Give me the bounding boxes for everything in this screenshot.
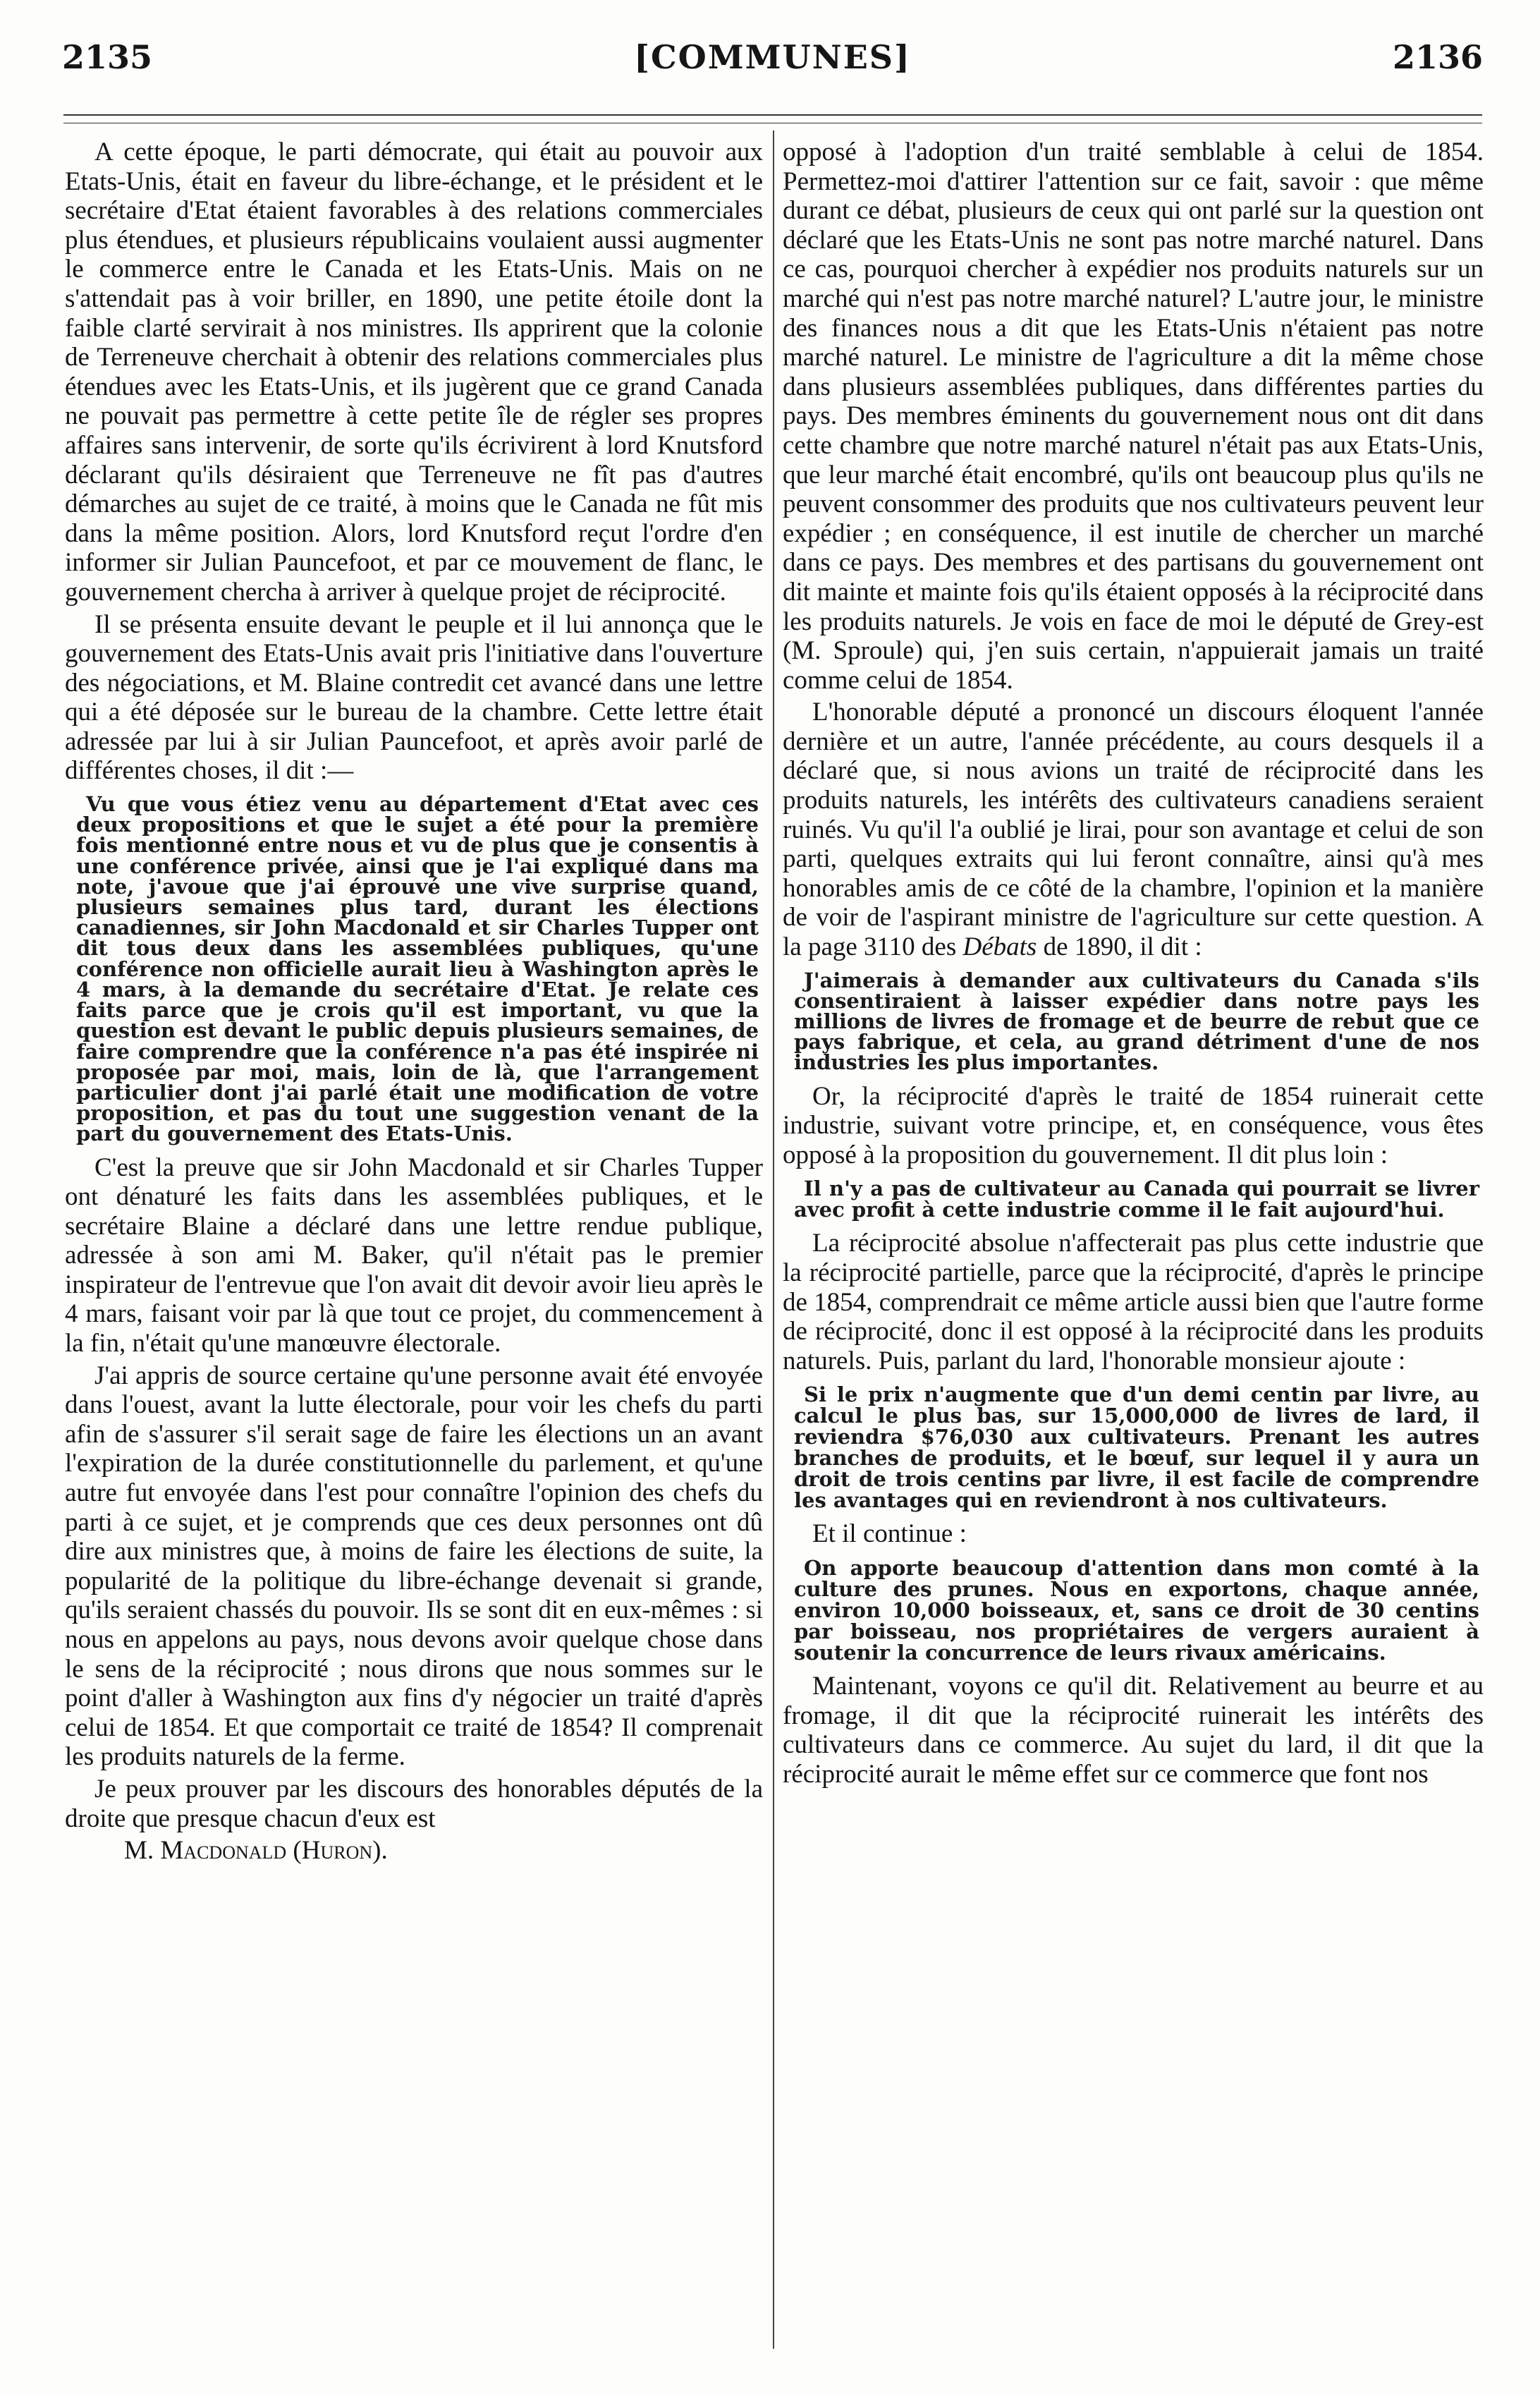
quotation: Vu que vous étiez venu au département d'Etat avec ces deux propositions et que le sujet a été pour la première fois mentionné entre nous et vu de plus que je consentis à une conférence privée, ainsi que je l'ai expliqué dans ma note, j'avoue que j'ai éprouvé une vive surprise quand, plusieurs semaines plus tard, durant les élections canadiennes, sir John Macdonald et sir Charles Tupper ont dit tous deux dans les assemblées publiques, qu'une conférence non officielle aurait lieu à Washington après le 4 mars, à la demande du secrétaire d'Etat. Je relate ces faits parce que je crois qu'il est important, vu que la question est devant le public depuis plusieurs semaines, de faire comprendre que la conférence n'a pas été inspirée ni proposée par moi, mais, loin de là, que l'arrangement particulier dont j'ai parlé était une modification de votre proposition, et pas du tout une suggestion venant de la part du gouvernement des Etats-Unis. — [76, 792, 759, 1146]
quotation: Si le prix n'augmente que d'un demi centin par livre, au calcul le plus bas, sur 15,000,000 de livres de lard, il reviendra $76,030 aux cultivateurs. Prenant les autres branches de produits, et le bœuf, sur lequel il y aura un droit de trois centins par livre, il est facile de comprendre les avantages qui en reviendront à nos cultivateurs. — [794, 1382, 1479, 1513]
quotation: On apporte beaucoup d'attention dans mon comté à la culture des prunes. Nous en exportons, chaque année, environ 10,000 boisseaux, et, sans ce droit de 30 centins par boisseau, nos propriétaires de vergers auraient à soutenir la concurrence de leurs rivaux américains. — [794, 1555, 1479, 1665]
quotation: J'aimerais à demander aux cultivateurs du Canada s'ils consentiraient à laisser expédier dans notre pays les millions de livres de fromage et de beurre de rebut que ce pays fabrique, et cela, au grand détriment d'une de nos industries les plus importantes. — [794, 968, 1479, 1075]
paragraph: J'ai appris de source certaine qu'une personne avait été envoyée dans l'ouest, avant la lutte électorale, pour voir les chefs du parti afin de s'assurer s'il serait sage de faire les élections un an avant l'expiration de la durée constitutionnelle du parlement, et qu'une autre fut envoyée dans l'est pour connaître l'opinion des chefs du parti à ce sujet, et je comprends que ces deux personnes ont dû dire aux ministres que, à moins de faire les élections de suite, la popularité de la politique du libre-échange devenait si grande, qu'ils seraient chassés du pouvoir. Ils se sont dit en eux-mêmes : si nous en appelons au pays, nous devons avoir quelque chose dans le sens de la réciprocité ; nous dirons que nous sommes sur le point d'aller à Washington aux fins d'y négocier un traité d'après celui de 1854. Et que comportait ce traité de 1854? Il comprenait les produits naturels de la ferme. — [65, 1361, 763, 1772]
paragraph: Et il continue : — [812, 1519, 967, 1549]
page-number-right: 2136 — [1392, 38, 1483, 76]
speaker-label: M. Macdonald (Huron). — [124, 1836, 388, 1866]
page-number-left: 2135 — [62, 38, 153, 76]
column-divider — [773, 130, 774, 2349]
paragraph: Maintenant, voyons ce qu'il dit. Relativement au beurre et au fromage, il dit que la réciprocité ruinerait les intérêts des cultivateurs dans ce commerce. Au sujet du lard, il dit que la réciprocité aurait le même effet sur ce commerce que font nos — [783, 1671, 1484, 1789]
right-column — [783, 138, 1484, 1789]
paragraph: Il se présenta ensuite devant le peuple et il lui annonça que le gouvernement des Etats-Unis avait pris l'initiative dans l'ouverture des négociations, et M. Blaine contredit cet avancé dans une lettre qui a été déposée sur le bureau de la chambre. Cette lettre était adressée par lui à sir Julian Pauncefoot, et après avoir parlé de différentes choses, il dit :— — [65, 609, 763, 786]
left-column — [65, 138, 763, 1866]
page-header — [62, 31, 1483, 87]
paragraph-text: L'honorable député a prononcé un discours éloquent l'année dernière et un autre, l'année précédente, au cours desquels il a déclaré que, si nous avions un traité de réciprocité dans les produits naturels, les intérêts des cultivateurs canadiens seraient ruinés. Vu qu'il l'a oublié je lirai, pour son avantage et celui de son parti, quelques extraits qui lui feront connaître, ainsi qu'à mes honorables amis de ce côté de la chambre, l'opinion et la manière de voir de l'aspirant ministre de l'agriculture sur cette question. A la page 3110 des — [783, 698, 1484, 962]
running-title: [COMMUNES] — [634, 38, 911, 76]
paragraph: La réciprocité absolue n'affecterait pas plus cette industrie que la réciprocité partielle, parce que la réciprocité, d'après le principe de 1854, comprendrait ce même article aussi bien que l'autre forme de réciprocité, donc il est opposé à la réciprocité dans les produits naturels. Puis, parlant du lard, l'honorable monsieur ajoute : — [783, 1229, 1484, 1375]
paragraph: Je peux prouver par les discours des honorables députés de la droite que presque chacun d'eux est — [65, 1774, 763, 1833]
paragraph: A cette époque, le parti démocrate, qui était au pouvoir aux Etats-Unis, était en faveur du libre-échange, et le président et le secrétaire d'Etat étaient favorables à des relations commerciales plus étendues, et plusieurs républicains voulaient aussi augmenter le commerce entre le Canada et les Etats-Unis. Mais on ne s'attendait pas à voir briller, en 1890, une petite étoile dont la faible clarté servirait à nos ministres. Ils apprirent que la colonie de Terreneuve cherchait à obtenir des relations commerciales plus étendues avec les Etats-Unis, et ils jugèrent que ce grand Canada ne pouvait pas permettre à cette petite île de régler ses propres affaires sans intervenir, de sorte qu'ils écrivirent à lord Knutsford déclarant qu'ils désiraient que Terreneuve ne fît pas d'autres démarches au sujet de ce traité, à moins que le Canada ne fût mis dans la même position. Alors, lord Knutsford reçut l'ordre d'en informer sir Julian Pauncefoot, et par ce mouvement de flanc, le gouvernement chercha à arriver à quelque projet de réciprocité. — [65, 138, 763, 607]
publication-title: Débats — [963, 932, 1037, 962]
quotation: Il n'y a pas de cultivateur au Canada qui pourrait se livrer avec profit à cette industrie comme il le fait aujourd'hui. — [794, 1176, 1479, 1222]
paragraph: C'est la preuve que sir John Macdonald et sir Charles Tupper ont dénaturé les faits dans les assemblées publiques, et le secrétaire Blaine a déclaré dans une lettre rendue publique, adressée à son ami M. Baker, qu'il n'était pas le premier inspirateur de l'entrevue que l'on avait dit devoir avoir lieu après le 4 mars, faisant voir par là que tout ce projet, du commencement à la fin, n'était qu'une manœuvre électorale. — [65, 1153, 763, 1358]
paragraph-text: de 1890, il dit : — [1043, 932, 1202, 962]
paragraph: Or, la réciprocité d'après le traité de 1854 ruinerait cette industrie, suivant votre principe, et, en conséquence, vous êtes opposé à la proposition du gouvernement. Il dit plus loin : — [783, 1081, 1484, 1169]
header-rule — [63, 114, 1482, 116]
paragraph: opposé à l'adoption d'un traité semblable à celui de 1854. Permettez-moi d'attirer l'attention sur ce fait, savoir : que même durant ce débat, plusieurs de ceux qui ont parlé sur la question ont déclaré que les Etats-Unis ne sont pas notre marché naturel. Dans ce cas, pourquoi chercher à expédier nos produits naturels sur un marché qui n'est pas notre marché naturel? L'autre jour, le ministre des finances nous a dit que les Etats-Unis n'étaient pas notre marché naturel. Le ministre de l'agriculture a dit la même chose dans plusieurs assemblées publiques, dans différentes parties du pays. Des membres éminents du gouvernement nous ont dit dans cette chambre que notre marché naturel n'était pas aux Etats-Unis, que leur marché était encombré, qu'ils ont beaucoup plus qu'ils ne peuvent consommer des produits que nos cultivateurs peuvent leur expédier ; en conséquence, il est inutile de chercher un marché dans ce pays. Des membres et des partisans du gouvernement ont dit mainte et mainte fois qu'ils étaient opposés à la réciprocité dans les produits naturels. Je vois en face de moi le député de Grey-est (M. Sproule) qui, j'en suis certain, n'appuierait jamais un traité comme celui de 1854. — [783, 138, 1484, 695]
paragraph — [783, 698, 1484, 961]
